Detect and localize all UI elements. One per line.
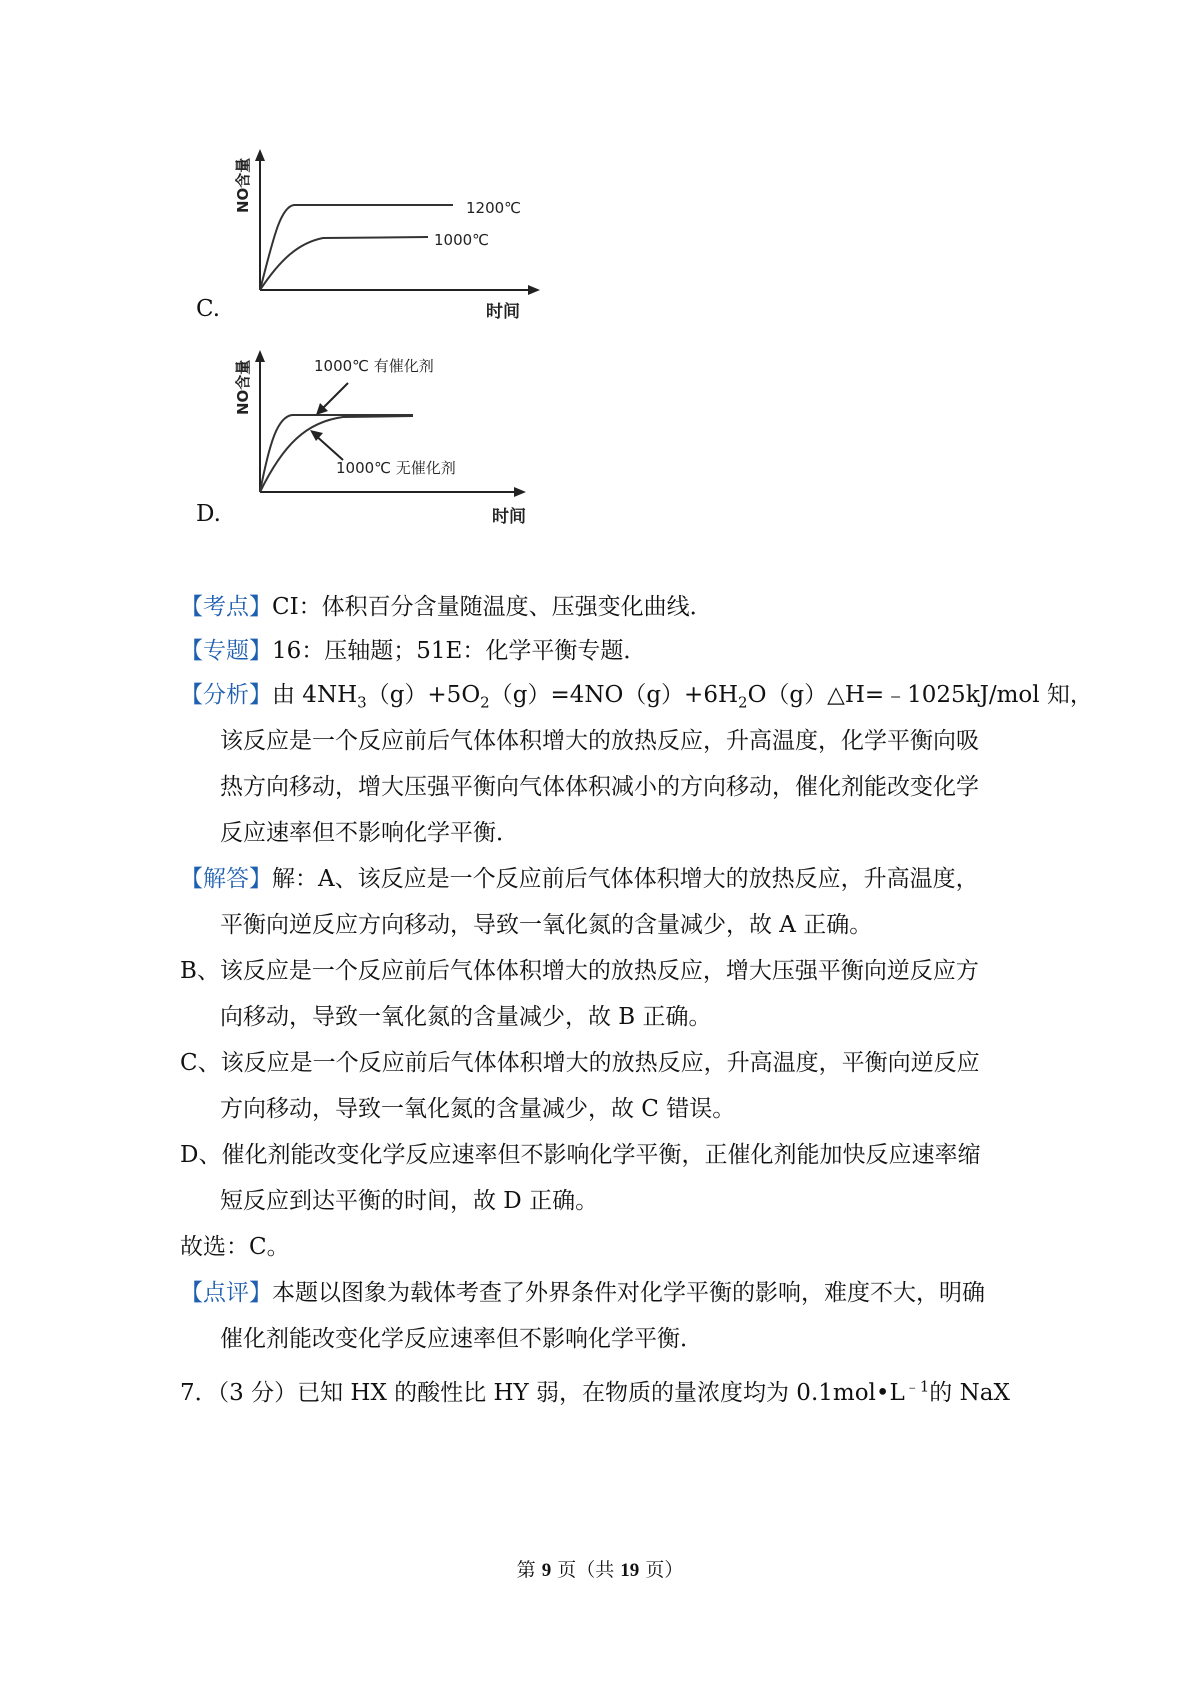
curve-1000-label: 1000℃ — [434, 231, 490, 249]
dianping-text: 本题以图象为载体考查了外界条件对化学平衡的影响，难度不大，明确 — [272, 1280, 985, 1306]
dianping-tag: 【点评】 — [180, 1280, 272, 1306]
jieda-line — [180, 856, 1040, 902]
jieda-b-line: B、该反应是一个反应前后气体体积增大的放热反应，增大压强平衡向逆反应方 — [180, 958, 979, 984]
footer-text: 页（共 — [551, 1559, 621, 1581]
page-footer — [0, 1555, 1200, 1582]
y-axis-label: NO含量 — [234, 359, 252, 415]
zhuanti-line — [180, 628, 1040, 674]
jieda-b-line: 向移动，导致一氧化氮的含量减少，故 B 正确。 — [220, 1004, 712, 1030]
y-axis-arrow-icon — [255, 350, 265, 362]
footer-total-pages: 19 — [620, 1560, 640, 1581]
option-c-chart-svg — [228, 145, 548, 325]
equation-subscript: 2 — [480, 693, 490, 712]
option-d-chart — [228, 345, 548, 534]
zhuanti-tag: 【专题】 — [180, 638, 272, 664]
option-d-letter: D. — [196, 501, 221, 527]
jieda-c-line: C、该反应是一个反应前后气体体积增大的放热反应，升高温度，平衡向逆反应 — [180, 1050, 980, 1076]
answer-choice: 故选：C。 — [180, 1234, 290, 1260]
x-axis-arrow-icon — [528, 285, 540, 295]
curve-1000 — [260, 237, 428, 290]
equation-subscript: 3 — [357, 693, 367, 712]
equation-part: O（g）△H=﹣1025kJ/mol 知， — [747, 682, 1093, 708]
jieda-d-line: 短反应到达平衡的时间，故 D 正确。 — [220, 1188, 599, 1214]
curve-1200-label: 1200℃ — [466, 199, 522, 217]
fenxi-tag: 【分析】 — [180, 682, 272, 708]
fenxi-text-line: 热方向移动，增大压强平衡向气体体积减小的方向移动，催化剂能改变化学 — [220, 774, 979, 800]
footer-text: 第 — [516, 1559, 542, 1581]
dianping-line — [180, 1270, 1040, 1316]
question-7-line — [180, 1370, 1040, 1416]
y-axis-label: NO含量 — [234, 157, 252, 213]
jieda-text-line: 平衡向逆反应方向移动，导致一氧化氮的含量减少，故 A 正确。 — [220, 912, 873, 938]
zhuanti-text: 16：压轴题；51E：化学平衡专题． — [272, 638, 647, 664]
question-7-text: 7．（3 分）已知 HX 的酸性比 HY 弱，在物质的量浓度均为 0.1mol•L — [180, 1380, 905, 1406]
equation-part: （g）+5O — [366, 682, 481, 708]
footer-page-number: 9 — [541, 1560, 552, 1581]
question-7 — [180, 1370, 1040, 1416]
equation-subscript: 2 — [738, 693, 748, 712]
curve-without-catalyst-label: 1000℃ 无催化剂 — [336, 459, 456, 477]
arrow-with-catalyst — [320, 383, 348, 411]
option-c-letter: C. — [196, 296, 221, 322]
question-7-text: 的 NaX — [929, 1380, 1010, 1406]
x-axis-label: 时间 — [492, 507, 526, 527]
option-c-chart — [228, 145, 548, 329]
fenxi-text-line: 该反应是一个反应前后气体体积增大的放热反应，升高温度，化学平衡向吸 — [220, 728, 979, 754]
equation-part: （g）=4NO（g）+6H — [489, 682, 739, 708]
equation-part: 由 4NH — [272, 682, 358, 708]
fenxi-line — [180, 672, 1093, 718]
kaodian-tag: 【考点】 — [180, 594, 272, 620]
footer-text: 页） — [639, 1559, 684, 1581]
jieda-tag: 【解答】 — [180, 866, 272, 892]
curve-with-catalyst-label: 1000℃ 有催化剂 — [314, 357, 434, 375]
x-axis-arrow-icon — [514, 487, 526, 497]
dianping-text-line: 催化剂能改变化学反应速率但不影响化学平衡． — [220, 1326, 703, 1352]
option-d-chart-svg — [228, 345, 548, 530]
kaodian-line — [180, 584, 1040, 630]
jieda-c-line: 方向移动，导致一氧化氮的含量减少，故 C 错误。 — [220, 1096, 736, 1122]
jieda-d-line: D、催化剂能改变化学反应速率但不影响化学平衡，正催化剂能加快反应速率缩 — [180, 1142, 981, 1168]
question-7-superscript: ﹣1 — [904, 1377, 930, 1396]
x-axis-label: 时间 — [486, 302, 520, 322]
curve-1200 — [260, 205, 453, 290]
solution-body — [180, 584, 1093, 1362]
kaodian-text: CI：体积百分含量随温度、压强变化曲线． — [272, 594, 713, 620]
jieda-text: 解：A、该反应是一个反应前后气体体积增大的放热反应，升高温度， — [272, 866, 979, 892]
fenxi-text-line: 反应速率但不影响化学平衡． — [220, 820, 519, 846]
y-axis-arrow-icon — [255, 149, 265, 161]
